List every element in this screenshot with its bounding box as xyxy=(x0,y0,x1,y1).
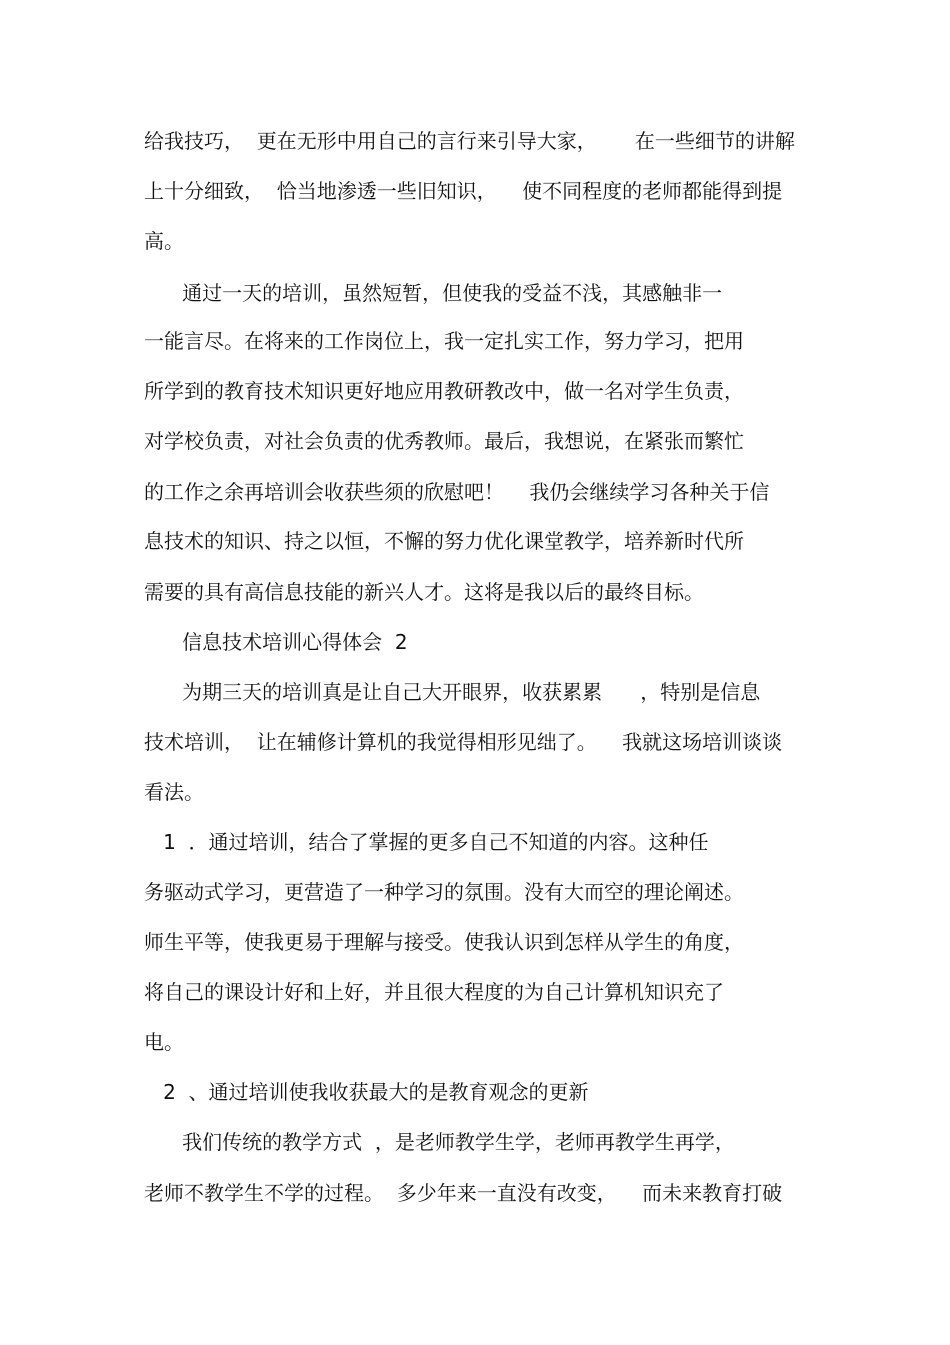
text-line-15: 1 ．通过培训，结合了掌握的更多自己不知道的内容。这种任 xyxy=(144,830,709,854)
text-line-14: 看法。 xyxy=(144,780,204,804)
text-line-20: 2 、通过培训使我收获最大的是教育观念的更新 xyxy=(144,1080,589,1104)
text-line-1: 给我技巧， 更在无形中用自己的言行来引导大家， 在一些细节的讲解 xyxy=(144,129,795,153)
text-line-2: 上十分细致， 恰当地渗透一些旧知识， 使不同程度的老师都能得到提 xyxy=(144,179,783,203)
text-line-3: 高。 xyxy=(144,229,184,253)
text-line-19: 电。 xyxy=(144,1030,184,1054)
text-line-5: 一能言尽。在将来的工作岗位上，我一定扎实工作，努力学习，把用 xyxy=(144,329,744,353)
text-line-17: 师生平等，使我更易于理解与接受。使我认识到怎样从学生的角度， xyxy=(144,930,744,954)
text-line-12: 为期三天的培训真是让自己大开眼界，收获累累 ，特别是信息 xyxy=(144,680,761,704)
text-line-4: 通过一天的培训，虽然短暂，但使我的受益不浅，其感触非一 xyxy=(144,281,723,305)
text-line-7: 对学校负责，对社会负责的优秀教师。最后，我想说，在紧张而繁忙 xyxy=(144,429,744,453)
text-line-8: 的工作之余再培训会收获些须的欣慰吧！ 我仍会继续学习各种关于信 xyxy=(144,480,770,504)
text-line-18: 将自己的课设计好和上好，并且很大程度的为自己计算机知识充了 xyxy=(144,980,724,1004)
text-line-9: 息技术的知识、持之以恒，不懈的努力优化课堂教学，培养新时代所 xyxy=(144,529,744,553)
text-line-6: 所学到的教育技术知识更好地应用教研教改中，做一名对学生负责， xyxy=(144,379,744,403)
section-heading: 信息技术培训心得体会 2 xyxy=(144,630,408,654)
text-line-13: 技术培训， 让在辅修计算机的我觉得相形见绌了。 我就这场培训谈谈 xyxy=(144,730,783,754)
text-line-10: 需要的具有高信息技能的新兴人才。这将是我以后的最终目标。 xyxy=(144,580,704,604)
text-line-22: 老师不教学生不学的过程。 多少年来一直没有改变， 而未来教育打破 xyxy=(144,1181,783,1205)
text-line-21: 我们传统的教学方式 ，是老师教学生学，老师再教学生再学， xyxy=(144,1130,735,1154)
text-line-16: 务驱动式学习，更营造了一种学习的氛围。没有大而空的理论阐述。 xyxy=(144,880,744,904)
